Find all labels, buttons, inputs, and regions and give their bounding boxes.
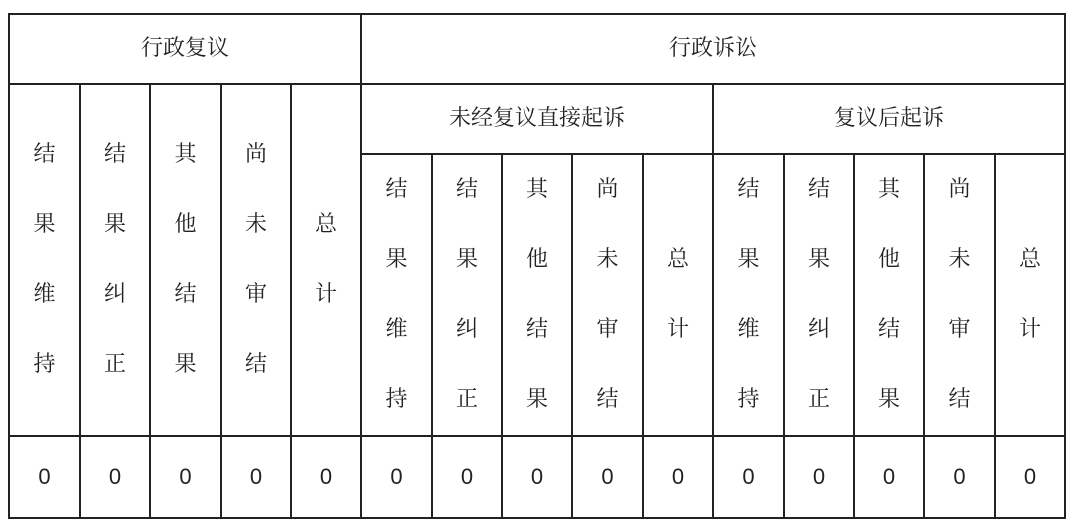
value-cell: 0 (924, 436, 995, 518)
after-col-pending (924, 154, 995, 436)
review-col-total (291, 84, 361, 436)
review-col-other (150, 84, 221, 436)
review-col-corrected (80, 84, 150, 436)
direct-col-total (643, 154, 713, 436)
value-cell: 0 (854, 436, 924, 518)
cell-label: 结果维持 (33, 142, 56, 377)
cell-label: 结果纠正 (808, 177, 831, 412)
direct-col-upheld (361, 154, 432, 436)
after-col-other (854, 154, 924, 436)
direct-col-corrected (432, 154, 502, 436)
cell-label: 结果维持 (385, 177, 408, 412)
cell-label: 总计 (1019, 247, 1042, 342)
statistics-table (8, 13, 1066, 519)
direct-col-other (502, 154, 572, 436)
header-admin-litigation: 行政诉讼 (361, 14, 1065, 84)
header-direct-suit: 未经复议直接起诉 (361, 84, 713, 154)
value-cell: 0 (80, 436, 150, 518)
cell-label: 尚未审结 (948, 177, 971, 412)
cell-label: 其他结果 (526, 177, 549, 412)
cell-label: 其他结果 (878, 177, 901, 412)
direct-col-pending (572, 154, 643, 436)
after-col-upheld (713, 154, 784, 436)
cell-label: 总计 (314, 212, 337, 307)
value-cell: 0 (995, 436, 1065, 518)
value-cell: 0 (643, 436, 713, 518)
cell-label: 结果纠正 (103, 142, 126, 377)
cell-label: 其他结果 (174, 142, 197, 377)
value-cell: 0 (9, 436, 80, 518)
cell-label: 结果维持 (737, 177, 760, 412)
value-cell: 0 (502, 436, 572, 518)
value-cell: 0 (572, 436, 643, 518)
after-col-corrected (784, 154, 854, 436)
after-col-total (995, 154, 1065, 436)
header-after-review-suit: 复议后起诉 (713, 84, 1065, 154)
value-cell: 0 (784, 436, 854, 518)
value-cell: 0 (361, 436, 432, 518)
value-cell: 0 (713, 436, 784, 518)
cell-label: 结果纠正 (456, 177, 479, 412)
cell-label: 总计 (667, 247, 690, 342)
value-cell: 0 (221, 436, 291, 518)
value-cell: 0 (291, 436, 361, 518)
review-col-upheld (9, 84, 80, 436)
header-admin-review: 行政复议 (9, 14, 361, 84)
value-cell: 0 (432, 436, 502, 518)
review-col-pending (221, 84, 291, 436)
cell-label: 尚未审结 (596, 177, 619, 412)
value-cell: 0 (150, 436, 221, 518)
cell-label: 尚未审结 (244, 142, 267, 377)
